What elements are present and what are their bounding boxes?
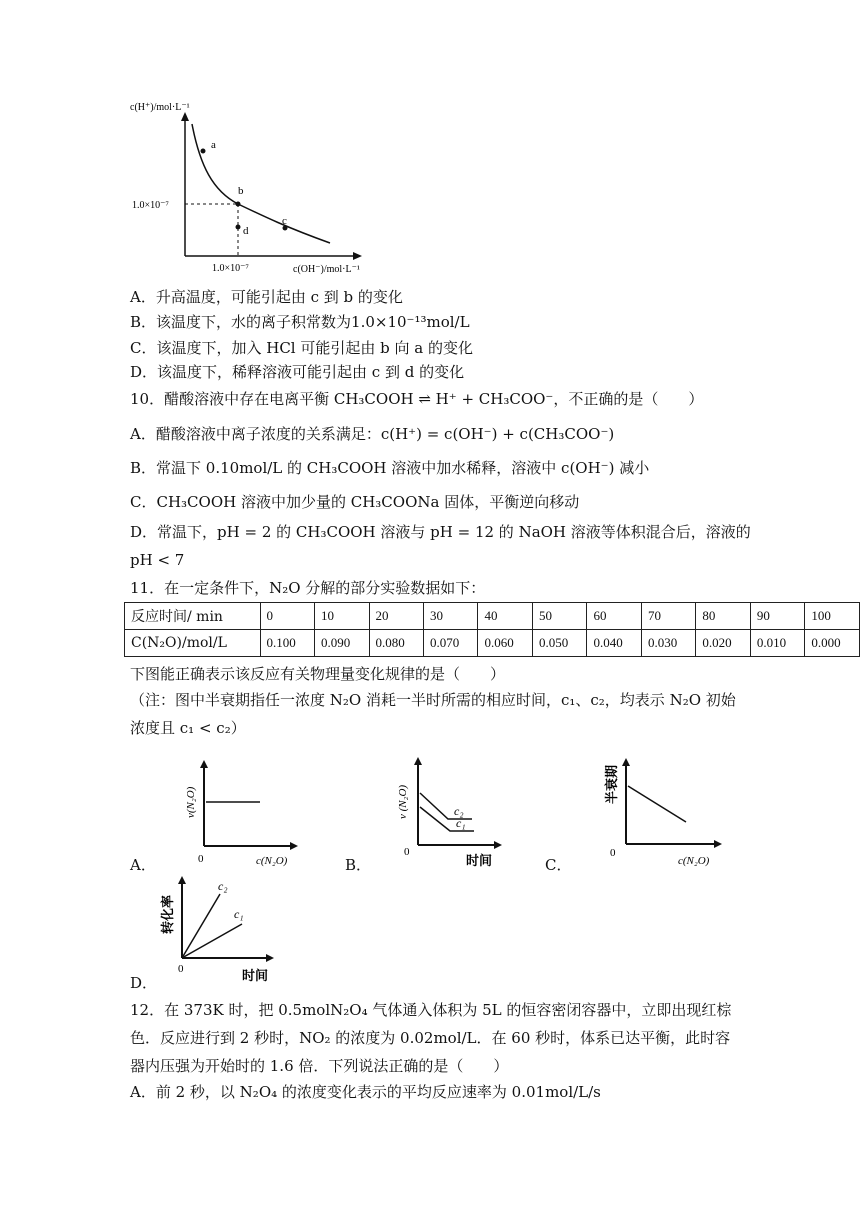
table-cell: 0.040 [587,630,641,657]
graph-d [156,872,296,988]
table-cell: 0.050 [532,630,586,657]
graph-c [596,754,736,870]
table-cell: 0.100 [260,630,314,657]
table-cell: 30 [424,603,478,630]
graph-d-x-arrow-icon [266,954,274,962]
label-d: d [243,225,249,237]
q11-note-1: （注：图中半衰期指任一浓度 N₂O 消耗一半时所需的相应时间，c₁、c₂，均表示 N₂O 初始 [130,691,736,709]
graph-d-x-label: 时间 [242,969,269,984]
graph-b-x-label: 时间 [466,854,493,869]
table-cell: 100 [805,603,860,630]
graph-a-x-arrow-icon [290,842,298,850]
table-cell: 20 [369,603,423,630]
graph-a [176,758,316,870]
table-cell: 50 [532,603,586,630]
graph-b [392,755,512,873]
q9-option-c: C．该温度下，加入 HCl 可能引起由 b 向 a 的变化 [130,339,473,357]
table-cell: 0.090 [315,630,369,657]
q12-option-a: A．前 2 秒，以 N₂O₄ 的浓度变化表示的平均反应速率为 0.01mol/L/s [130,1083,601,1101]
table-cell: 70 [641,603,695,630]
graph-c-x-label: c(N₂O) [678,855,710,867]
graph-d-c2: c₂ [218,879,228,893]
q11-note-2: 浓度且 c₁ < c₂） [130,719,246,737]
q9-option-a: A．升高温度，可能引起由 c 到 b 的变化 [130,288,403,306]
table-cell: 0.070 [424,630,478,657]
y-tick-label: 1.0×10⁻⁷ [132,200,169,211]
graph-a-y-label: v(N₂O) [185,786,197,818]
graph-b-c1: c₁ [456,816,466,830]
q10-option-c: C．CH₃COOH 溶液中加少量的 CH₃COONa 固体，平衡逆向移动 [130,493,580,511]
point-d [236,225,241,230]
graph-b-y-arrow-icon [414,757,422,765]
graph-d-line-c2 [182,894,220,958]
graph-a-x-label: c(N₂O) [256,855,288,867]
q11-question: 下图能正确表示该反应有关物理量变化规律的是（ ） [130,665,506,683]
q10-option-d-cont: pH < 7 [130,551,185,569]
table-cell: 10 [315,603,369,630]
x-axis-label: c(OH⁻)/mol·L⁻¹ [293,264,360,275]
graph-d-origin: 0 [178,963,184,975]
table-cell: 0.060 [478,630,532,657]
q10-option-a: A．醋酸溶液中离子浓度的关系满足：c(H⁺) = c(OH⁻) + c(CH₃COO⁻) [130,425,615,443]
table-header-conc: C(N₂O)/mol/L [125,630,261,657]
table-cell: 90 [750,603,804,630]
graph-b-option: B． [345,856,372,874]
q10-option-d: D．常温下，pH = 2 的 CH₃COOH 溶液与 pH = 12 的 NaOH 溶液等体积混合后，溶液的 [130,523,751,541]
table-cell: 0.080 [369,630,423,657]
graph-b-y-label: v (N₂O) [397,784,409,819]
q11-stem: 11．在一定条件下，N₂O 分解的部分实验数据如下： [130,579,486,597]
table-cell: 0 [260,603,314,630]
graph-b-c2: c₂ [454,804,464,818]
label-c: c [282,215,287,227]
q12-line-1: 12．在 373K 时，把 0.5molN₂O₄ 气体通入体积为 5L 的恒容密闭容器中，立即出现红棕 [130,1001,732,1019]
graph-d-option: D． [130,974,158,992]
table-cell: 0.010 [750,630,804,657]
graph-c-x-arrow-icon [714,840,722,848]
table-cell: 0.020 [696,630,750,657]
q10-option-b: B．常温下 0.10mol/L 的 CH₃COOH 溶液中加水稀释，溶液中 c(OH⁻) 减小 [130,459,650,477]
table-header-time: 反应时间/ min [125,603,261,630]
q12-line-3: 器内压强为开始时的 1.6 倍．下列说法正确的是（ ） [130,1057,509,1075]
graph-c-y-arrow-icon [622,758,630,766]
graph-b-origin: 0 [404,846,410,858]
table-cell: 40 [478,603,532,630]
graph-d-y-label: 转化率 [161,894,176,934]
graph-a-option: A． [130,856,156,874]
graph-c-origin: 0 [610,847,616,859]
table-cell: 60 [587,603,641,630]
graph-c-option: C． [545,856,572,874]
graph-a-origin: 0 [198,853,204,865]
table-cell: 0.030 [641,630,695,657]
y-axis-label: c(H⁺)/mol·L⁻¹ [130,102,190,113]
kw-curve-figure [128,96,378,280]
x-tick-label: 1.0×10⁻⁷ [212,263,249,274]
graph-d-y-arrow-icon [178,876,186,884]
y-axis-arrow-icon [181,112,189,121]
graph-c-y-label: 半衰期 [605,764,620,804]
label-a: a [211,139,216,151]
q9-option-d: D．该温度下，稀释溶液可能引起由 c 到 d 的变化 [130,363,465,381]
label-b: b [238,185,244,197]
q10-stem: 10．醋酸溶液中存在电离平衡 CH₃COOH ⇌ H⁺ + CH₃COO⁻，不正确的是（ ） [130,390,704,408]
q12-line-2: 色．反应进行到 2 秒时，NO₂ 的浓度为 0.02mol/L．在 60 秒时，体系已达平衡，此时容 [130,1029,731,1047]
table-row [125,630,860,657]
x-axis-arrow-icon [353,252,362,260]
graph-d-line-c1 [182,924,242,958]
table-cell: 80 [696,603,750,630]
graph-a-y-arrow-icon [200,760,208,768]
graph-b-x-arrow-icon [494,841,502,849]
table-row [125,603,860,630]
n2o-data-table [124,602,860,657]
point-b [236,202,241,207]
table-cell: 0.000 [805,630,860,657]
point-a [201,149,206,154]
graph-c-line [628,786,686,822]
graph-d-c1: c₁ [234,907,244,921]
q9-option-b: B．该温度下，水的离子积常数为1.0×10⁻¹³mol/L [130,313,470,331]
